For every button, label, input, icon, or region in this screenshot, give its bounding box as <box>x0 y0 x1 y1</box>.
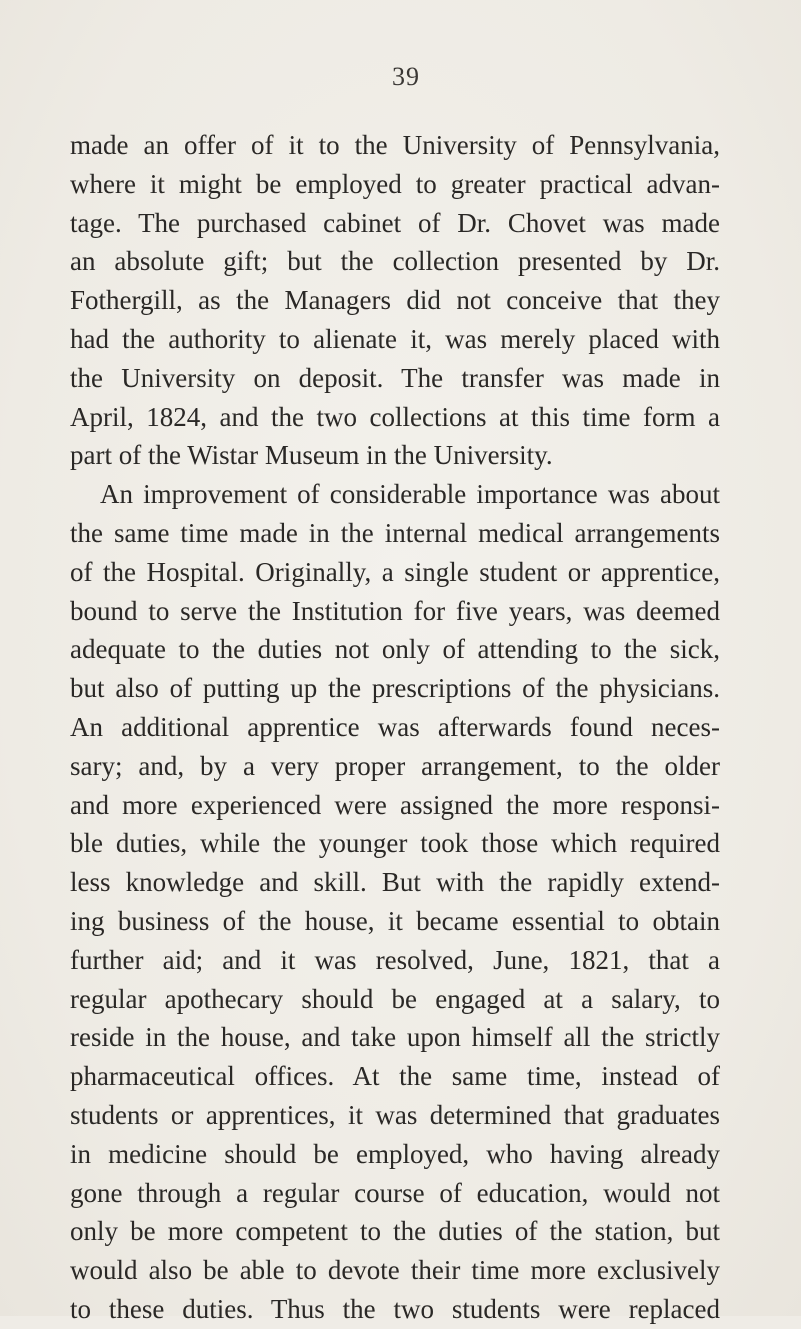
text-line: further aid; and it was resolved, June, 1821, that a <box>70 944 720 975</box>
text-line: had the authority to alienate it, was merely placed with <box>70 323 720 354</box>
text-line: the same time made in the internal medical arrangements <box>70 517 720 548</box>
text-line: reside in the house, and take upon himself all the strictly <box>70 1022 720 1053</box>
text-line: the University on deposit. The transfer was made in <box>70 362 720 393</box>
text-line: where it might be employed to greater practical advan- <box>70 168 720 199</box>
text-line: ing business of the house, it became essential to obtain <box>70 905 720 936</box>
text-line: made an offer of it to the University of Pennsylvania, <box>70 130 720 160</box>
text-line: An additional apprentice was afterwards found neces- <box>70 711 720 742</box>
text-line: Fothergill, as the Managers did not conceive that they <box>70 285 720 316</box>
text-line: April, 1824, and the two collections at this time form a <box>70 401 720 432</box>
text-line: adequate to the duties not only of attending to the sick, <box>70 634 720 665</box>
text-line: ble duties, while the younger took those which required <box>70 828 720 859</box>
text-line: regular apothecary should be engaged at a salary, to <box>70 983 720 1014</box>
text-line: pharmaceutical offices. At the same time, instead of <box>70 1061 720 1092</box>
text-line: part of the Wistar Museum in the University. <box>70 440 553 471</box>
text-line: but also of putting up the prescriptions of the physicians. <box>70 673 720 704</box>
text-line: an absolute gift; but the collection presented by Dr. <box>70 246 720 277</box>
text-line: tage. The purchased cabinet of Dr. Chovet was made <box>70 207 720 238</box>
page-number: 39 <box>392 62 420 91</box>
text-line: sary; and, by a very proper arrangement, to the older <box>70 750 720 781</box>
text-line: An improvement of considerable importance was about <box>100 479 720 510</box>
text-line: less knowledge and skill. But with the rapidly extend- <box>70 867 720 898</box>
text-line: gone through a regular course of education, would not <box>70 1177 720 1208</box>
text-line: students or apprentices, it was determined that graduates <box>70 1099 720 1130</box>
text-line: bound to serve the Institution for five years, was deemed <box>70 595 720 626</box>
text-line: and more experienced were assigned the more responsi- <box>70 789 720 820</box>
body-text <box>70 126 720 1329</box>
text-line: to these duties. Thus the two students were replaced <box>70 1293 720 1324</box>
text-line: would also be able to devote their time more exclusively <box>70 1255 720 1286</box>
text-line: only be more competent to the duties of the station, but <box>70 1216 720 1247</box>
text-line: in medicine should be employed, who having already <box>70 1138 720 1169</box>
text-line: of the Hospital. Originally, a single student or apprentice, <box>70 556 720 587</box>
